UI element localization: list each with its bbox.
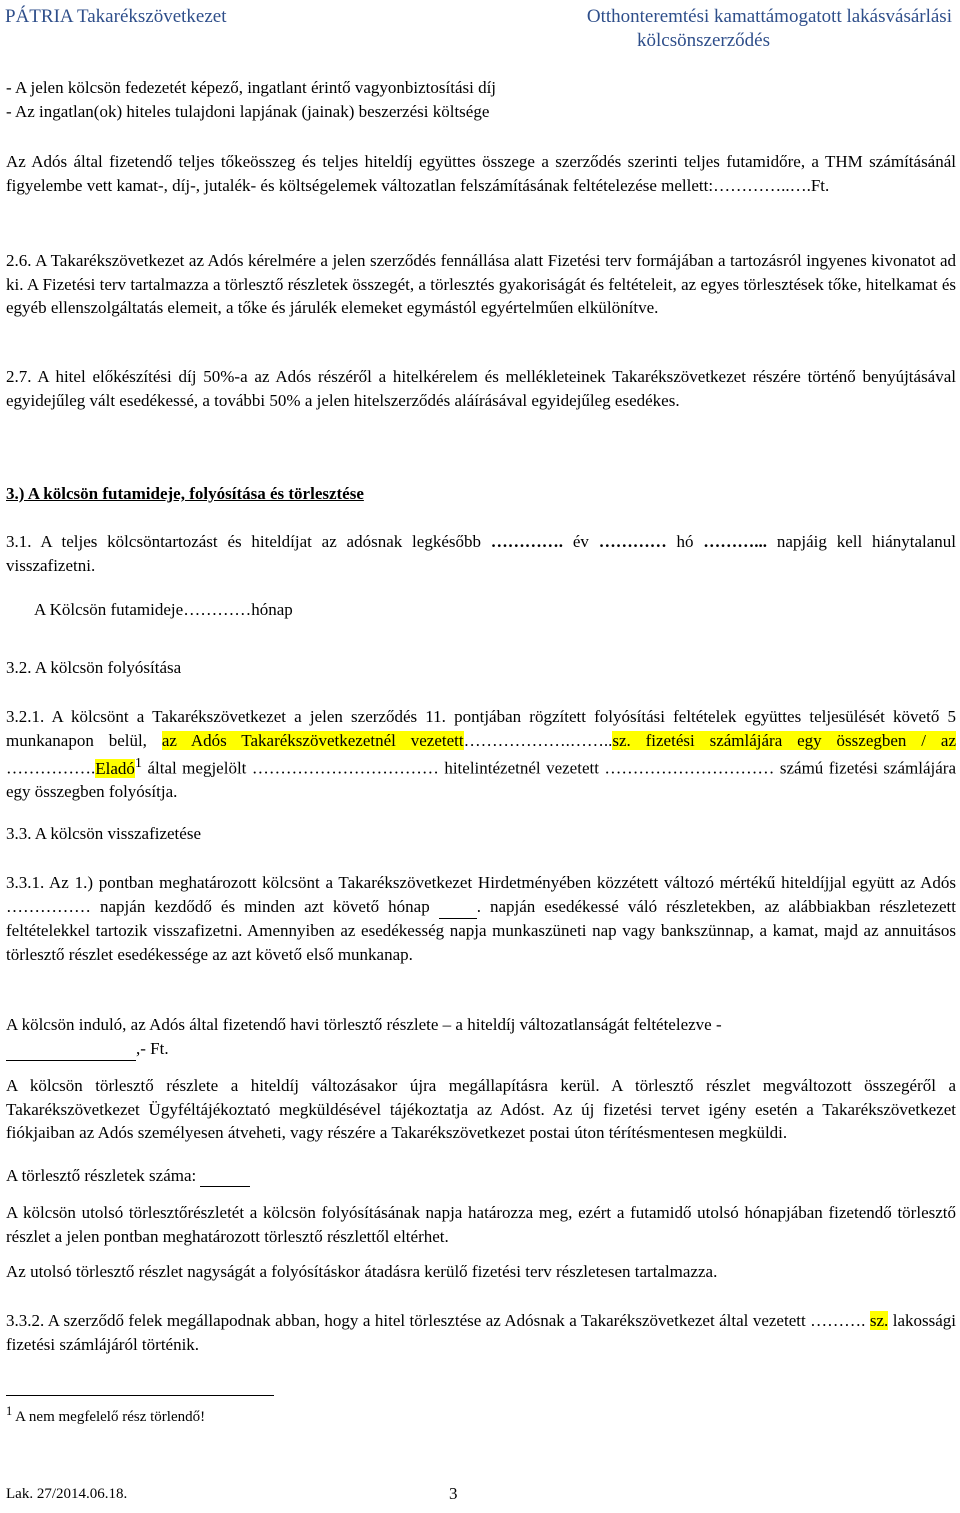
installment-change-paragraph: A kölcsön törlesztő részlete a hiteldíj változásakor újra megállapításra kerül. A törlesztő részlet megváltozott összegéről a Takarékszövetkezet Ügyféltájékoztató megküldésével tájékoztatja az Adóst. Az új fizetési tervet igény esetén a Takarékszövetkezet fiókjaiban az Adós személyesen átveheti, vagy részére a Takarékszövetkezet postai úton térítésmentesen megküldi.	[6, 1076, 956, 1142]
p321-highlight-seller: Eladó	[95, 758, 135, 778]
p321-highlight-1: az Adós Takarékszövetkezetnél vezetett	[161, 730, 464, 750]
initial-installment-paragraph	[6, 1013, 956, 1061]
p31-day-blank: ………...	[703, 532, 768, 551]
page-number: 3	[449, 1484, 458, 1503]
heading-3-2: 3.2. A kölcsön folyósítása	[6, 658, 182, 677]
section-3-title: 3.) A kölcsön futamideje, folyósítása és törlesztése	[6, 484, 364, 503]
p331-day-underline-blank	[439, 895, 477, 920]
p332-highlight: sz.	[869, 1311, 889, 1330]
paragraph-2-7: 2.7. A hitel előkészítési díj 50%-a az Adós részéről a hitelkérelem és mellékleteinek Takarékszövetkezet részére történő benyújtásával egyidejűleg vált esedékessé, a további 50% a jelen hitelszerződés aláírásával egyidejűleg esedékes.	[6, 367, 956, 410]
last-installment-paragraph: A kölcsön utolsó törlesztőrészletét a kölcsön folyósításának napja határozza meg, ezért a futamidő utolsó hónapjában fizetendő törlesztő részlet a jelen pontban meghatározott törlesztő részlettől eltérhet.	[6, 1203, 956, 1246]
thm-amount-blank: …………..….Ft.	[713, 175, 830, 195]
p31-text-ho: hó	[666, 532, 704, 551]
p321-account-blank-2: …………………………	[604, 758, 775, 778]
header-right-line1: Otthonteremtési kamattámogatott lakásvásárlási	[586, 6, 952, 27]
header-left: PÁTRIA Takarékszövetkezet	[5, 6, 227, 27]
p332-text-c: lakossági fizetési számlájáról történik.	[6, 1311, 956, 1354]
heading-3-3: 3.3. A kölcsön visszafizetése	[6, 824, 201, 843]
p321-text-c: által megjelölt	[141, 758, 252, 778]
p321-highlight-2: sz. fizetési számlájára egy összegben / az	[612, 730, 956, 750]
p31-month-blank: …………	[598, 532, 667, 551]
p331-text-c: napján kezdődő és minden azt követő hónap	[91, 896, 439, 916]
footnote-ref: 1	[134, 755, 142, 771]
p31-text-e: napjáig kell hiánytalanul visszafizetni.	[6, 532, 957, 575]
p321-blank-2: …………….	[6, 758, 96, 778]
thm-paragraph	[6, 150, 956, 197]
footnote-text: A nem megfelelő rész törlendő!	[12, 1409, 206, 1425]
p331-date-blank: ……………	[6, 896, 91, 916]
loan-term-label: A Kölcsön futamideje	[34, 600, 184, 619]
initial-installment-text: A kölcsön induló, az Adós által fizetendő havi törlesztő részlete – a hiteldíj változatlanságát feltételezve -	[6, 1015, 722, 1034]
footer-reference: Lak. 27/2014.06.18.	[6, 1486, 128, 1502]
initial-installment-unit: ,- Ft.	[136, 1038, 169, 1058]
p332-account-blank: ……….	[810, 1311, 870, 1330]
p31-text-ev: év	[563, 532, 599, 551]
loan-term-unit: hónap	[251, 600, 293, 619]
footnote-separator	[6, 1395, 274, 1396]
paragraph-3-3-2	[6, 1309, 956, 1356]
installment-count-blank	[200, 1166, 250, 1187]
last-installment-size-line: Az utolsó törlesztő részlet nagyságát a folyósításkor átadásra kerülő fizetési terv részletesen tartalmazza.	[6, 1262, 718, 1281]
loan-term-blank: …………	[183, 600, 252, 619]
paragraph-2-6: 2.6. A Takarékszövetkezet az Adós kérelmére a jelen szerződés fennállása alatt Fizetési terv formájában a tartozásról ingyenes kivonatot ad ki. A Fizetési terv tartalmazza a törlesztő részletek összegét, a törlesztés gyakoriságát és feltételeit, az egyes törlesztések tőke, hitelkamat és egyéb ellenszolgáltatás elemeit, a tőke és járulék elemeket egymástól egyértelműen elkülönítve.	[6, 251, 956, 317]
header-right-line2: kölcsönszerződés	[637, 30, 770, 51]
footnote	[6, 1404, 205, 1426]
paragraph-3-2-1	[6, 705, 956, 804]
installment-count-label: A törlesztő részletek száma:	[6, 1166, 197, 1185]
installment-count-line	[6, 1166, 250, 1187]
p321-text-d: hitelintézetnél vezetett	[438, 758, 605, 778]
p321-account-blank: ……………….……..	[463, 730, 613, 750]
paragraph-3-1	[6, 530, 956, 577]
p31-year-blank: ………….	[490, 532, 564, 551]
p331-text-d: . napján esedékessé váló részletekben, az alábbiakban részletezett feltételekkel tartozik visszafizetni. Amennyiben az esedékesség napja munkaszüneti nap vagy bankszünnap, a kamat, majd az annuitásos törlesztő részlet esedékessége az azt követő első munkanap.	[6, 896, 956, 964]
footnote-number: 1	[6, 1404, 13, 1418]
p321-text-a: 3.2.1. A kölcsönt a Takarékszövetkezet a jelen szerződés 11. pontjában rögzített folyósítási feltételek együttes teljesülését követő 5 munkanapon belül,	[6, 707, 956, 750]
p31-text-a: 3.1. A teljes kölcsöntartozást és hiteldíjat az adósnak legkésőbb	[6, 532, 491, 551]
p331-text-a: 3.3.1. Az 1.) pontban meghatározott kölcsönt a Takarékszövetkezet Hirdetményében közzétett változó mértékű hiteldíjjal együtt az Adós	[6, 873, 956, 892]
thm-text: Az Adós által fizetendő teljes tőkeösszeg és teljes hiteldíj együttes összege a szerződés szerinti teljes futamidőre, a THM számításánál figyelembe vett kamat-, díj-, jutalék- és költségelemek változatlan felszámításának feltételezése mellett:	[6, 152, 956, 195]
p321-text-e: számú fizetési számlájára egy összegben folyósítja.	[6, 758, 956, 802]
p332-text-a: 3.3.2. A szerződő felek megállapodnak abban, hogy a hitel törlesztése az Adósnak a Takarékszövetkezet által vezetett	[6, 1311, 811, 1330]
initial-installment-blank	[6, 1037, 136, 1062]
paragraph-3-3-1	[6, 871, 956, 966]
cost-item-insurance: - A jelen kölcsön fedezetét képező, ingatlant érintő vagyonbiztosítási díj	[6, 78, 497, 97]
cost-item-land-register: - Az ingatlan(ok) hiteles tulajdoni lapjának (jainak) beszerzési költsége	[6, 102, 490, 121]
loan-term-line	[34, 600, 293, 620]
p321-bank-blank: ……………………………	[251, 758, 439, 778]
